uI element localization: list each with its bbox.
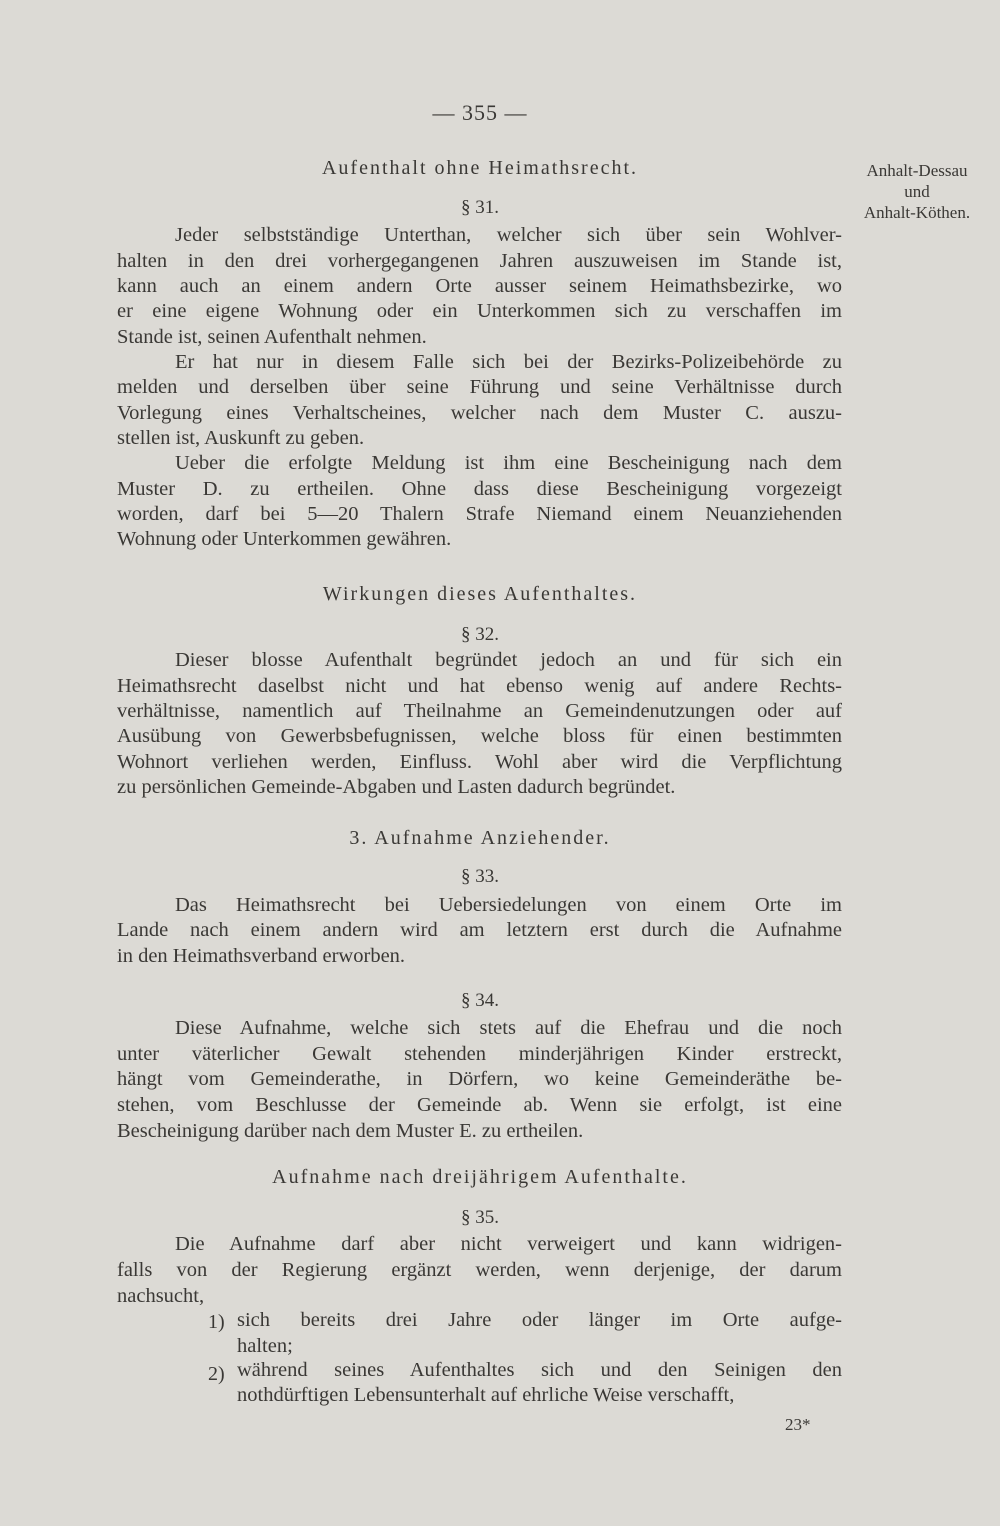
- text-line: Das Heimathsrecht bei Uebersiedelungen von einem Orte im: [175, 894, 842, 916]
- text-line: Die Aufnahme darf aber nicht verweigert und kann widrigen-: [175, 1233, 842, 1255]
- margin-note-line: Anhalt-Dessau: [866, 161, 968, 180]
- text-line: Dieser blosse Aufenthalt begründet jedoch an und für sich ein: [175, 649, 842, 671]
- section-heading: Aufenthalt ohne Heimathsrecht.: [321, 157, 639, 179]
- text-line: Vorlegung eines Verhaltscheines, welcher nach dem Muster C. auszu-: [117, 402, 842, 424]
- text-line: falls von der Regierung ergänzt werden, wenn derjenige, der darum: [117, 1259, 842, 1281]
- paragraph-number: § 35.: [461, 1207, 499, 1228]
- list-item-number: 1): [208, 1311, 225, 1333]
- text-line: Stande ist, seinen Aufenthalt nehmen.: [117, 326, 427, 348]
- paragraph-number: § 31.: [461, 197, 499, 218]
- text-line: halten in den drei vorhergegangenen Jahren auszuweisen im Stande ist,: [117, 250, 842, 272]
- section-heading: 3. Aufnahme Anziehender.: [349, 827, 611, 849]
- text-line: Er hat nur in diesem Falle sich bei der Bezirks-Polizeibehörde zu: [175, 351, 842, 373]
- signature-mark: 23*: [785, 1415, 811, 1434]
- list-item-line: sich bereits drei Jahre oder länger im Orte aufge-: [237, 1309, 842, 1331]
- text-line: Muster D. zu ertheilen. Ohne dass diese Bescheinigung vorgezeigt: [117, 478, 842, 500]
- text-line: Ausübung von Gewerbsbefugnissen, welche bloss für einen bestimmten: [117, 725, 842, 747]
- list-item-number: 2): [208, 1363, 225, 1385]
- section-heading: Wirkungen dieses Aufenthaltes.: [322, 583, 638, 605]
- text-line: Ueber die erfolgte Meldung ist ihm eine Bescheinigung nach dem: [175, 452, 842, 474]
- text-line: Bescheinigung darüber nach dem Muster E. zu ertheilen.: [117, 1120, 584, 1142]
- margin-note-line: und: [904, 182, 930, 201]
- text-line: Diese Aufnahme, welche sich stets auf die Ehefrau und die noch: [175, 1017, 842, 1039]
- text-line: stehen, vom Beschlusse der Gemeinde ab. Wenn sie erfolgt, ist eine: [117, 1094, 842, 1116]
- text-line: melden und derselben über seine Führung und seine Verhältnisse durch: [117, 376, 842, 398]
- text-line: Wohnung oder Unterkommen gewähren.: [117, 528, 452, 550]
- page-number: — 355 —: [432, 100, 528, 125]
- section-heading: Aufnahme nach dreijährigem Aufenthalte.: [272, 1166, 688, 1188]
- list-item-line: nothdürftigen Lebensunterhalt auf ehrliche Weise verschafft,: [237, 1384, 735, 1406]
- text-line: er eine eigene Wohnung oder ein Unterkommen sich zu verschaffen im: [117, 300, 842, 322]
- list-item-line: halten;: [237, 1335, 293, 1357]
- text-line: hängt vom Gemeinderathe, in Dörfern, wo keine Gemeinderäthe be-: [117, 1068, 842, 1090]
- text-line: Lande nach einem andern wird am letztern erst durch die Aufnahme: [117, 919, 842, 941]
- list-item-line: während seines Aufenthaltes sich und den Seinigen den: [237, 1359, 842, 1381]
- text-line: Wohnort verliehen werden, Einfluss. Wohl aber wird die Verpflichtung: [117, 751, 842, 773]
- paragraph-number: § 33.: [461, 866, 499, 887]
- text-line: unter väterlicher Gewalt stehenden minderjährigen Kinder erstreckt,: [117, 1043, 842, 1065]
- text-line: Heimathsrecht daselbst nicht und hat ebenso wenig auf andere Rechts-: [117, 675, 842, 697]
- text-line: nachsucht,: [117, 1285, 205, 1307]
- text-line: worden, darf bei 5—20 Thalern Strafe Niemand einem Neuanziehenden: [117, 503, 842, 525]
- text-line: Jeder selbstständige Unterthan, welcher sich über sein Wohlver-: [175, 224, 842, 246]
- margin-note: [842, 160, 992, 223]
- paragraph-number: § 34.: [461, 990, 499, 1011]
- text-line: verhältnisse, namentlich auf Theilnahme an Gemeindenutzungen oder auf: [117, 700, 842, 722]
- text-line: stellen ist, Auskunft zu geben.: [117, 427, 365, 449]
- text-line: zu persönlichen Gemeinde-Abgaben und Lasten dadurch begründet.: [117, 776, 676, 798]
- text-line: in den Heimathsverband erworben.: [117, 945, 406, 967]
- margin-note-line: Anhalt-Köthen.: [863, 203, 971, 222]
- text-line: kann auch an einem andern Orte ausser seinem Heimathsbezirke, wo: [117, 275, 842, 297]
- paragraph-number: § 32.: [461, 624, 499, 645]
